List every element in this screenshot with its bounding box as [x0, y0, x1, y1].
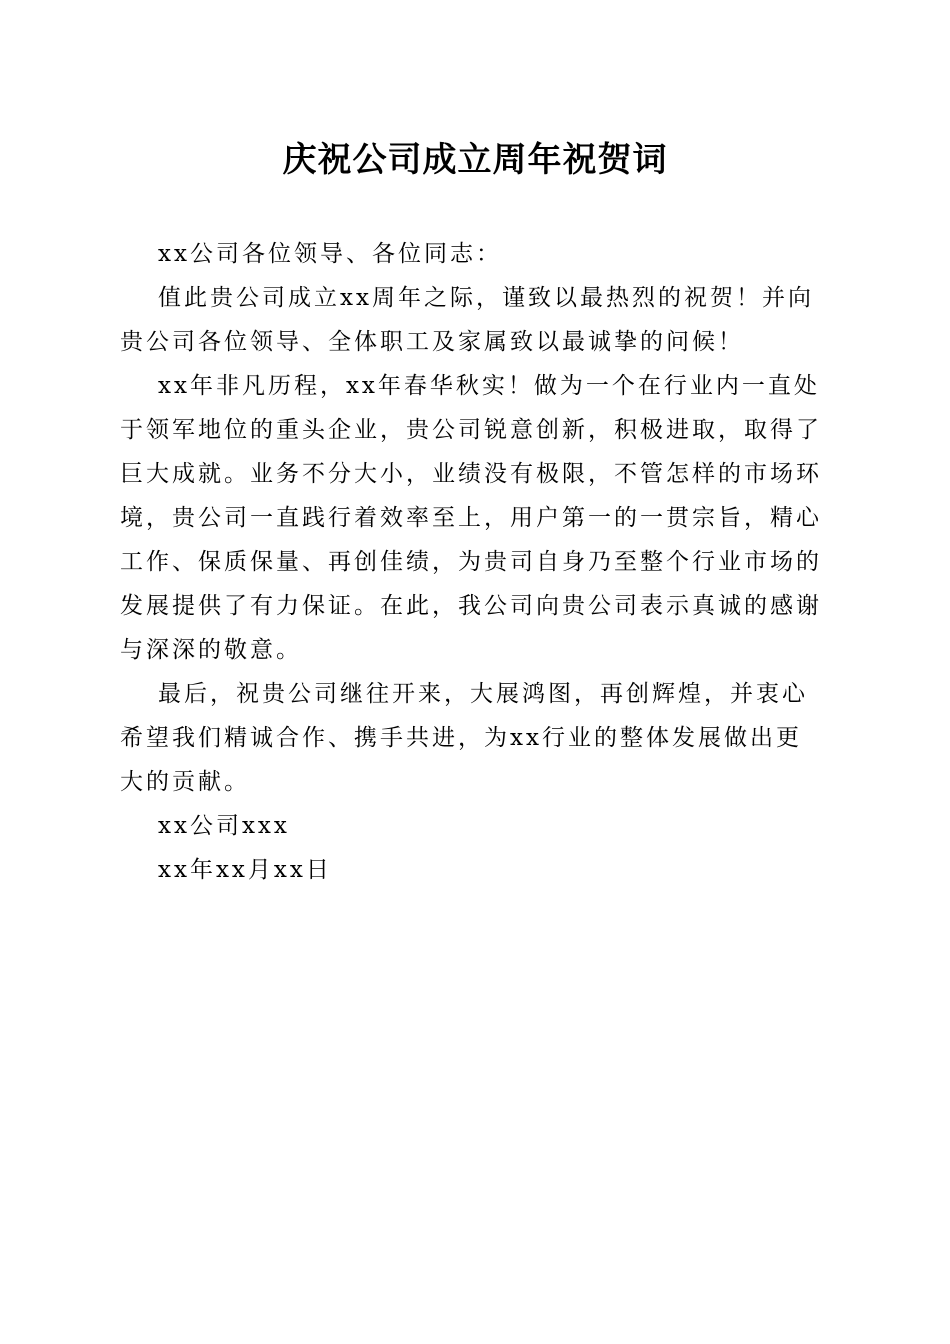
document-body: [120, 232, 822, 892]
paragraph-3: 最后，祝贵公司继往开来，大展鸿图，再创辉煌，并衷心希望我们精诚合作、携手共进，为xx行业的整体发展做出更大的贡献。: [120, 681, 808, 795]
date: xx年xx月xx日: [158, 857, 332, 883]
salutation: xx公司各位领导、各位同志：: [158, 241, 502, 267]
paragraph-1: 值此贵公司成立xx周年之际，谨致以最热烈的祝贺！并向贵公司各位领导、全体职工及家属致以最诚挚的问候！: [120, 285, 814, 355]
document-title: 庆祝公司成立周年祝贺词: [282, 140, 668, 180]
signature: xx公司xxx: [158, 813, 290, 839]
paragraph-2: xx年非凡历程，xx年春华秋实！做为一个在行业内一直处于领军地位的重头企业，贵公司锐意创新，积极进取，取得了巨大成就。业务不分大小，业绩没有极限，不管怎样的市场环境，贵公司一直践行着效率至上，用户第一的一贯宗旨，精心工作、保质保量、再创佳绩，为贵司自身乃至整个行业市场的发展提供了有力保证。在此，我公司向贵公司表示真诚的感谢与深深的敬意。: [120, 373, 822, 663]
